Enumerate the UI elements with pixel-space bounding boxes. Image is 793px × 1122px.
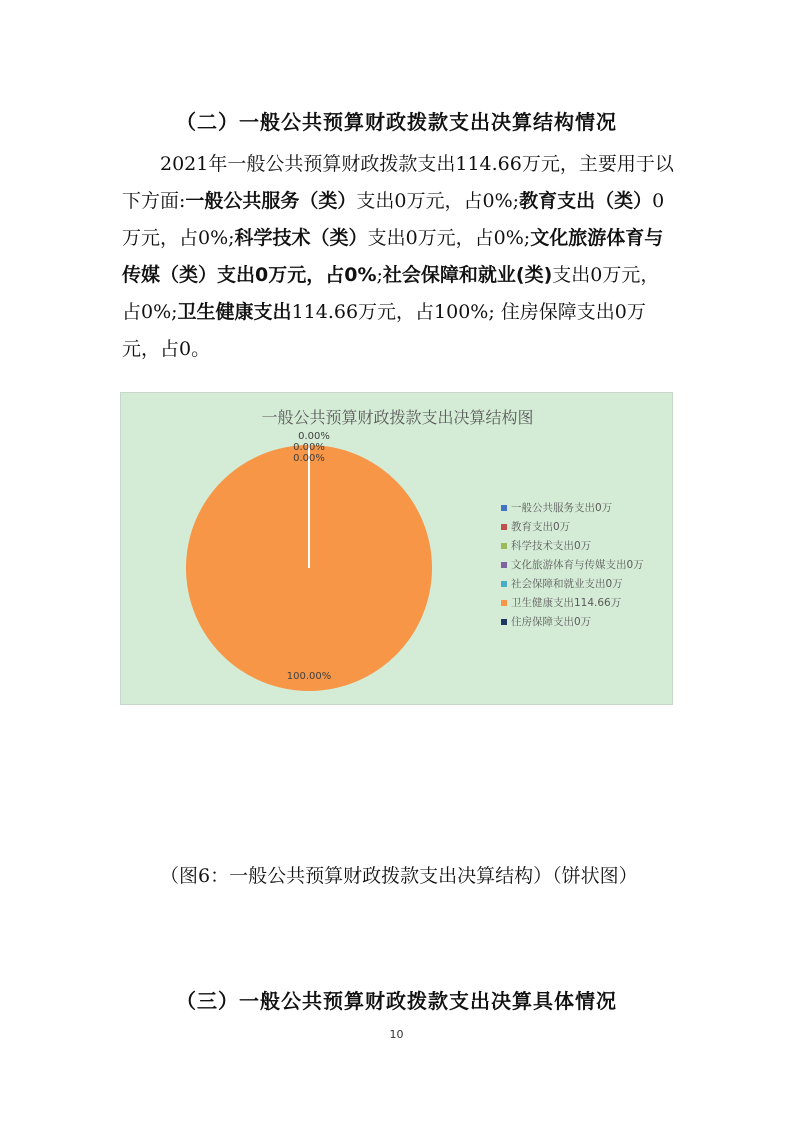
legend-label: 卫生健康支出114.66万: [511, 597, 622, 609]
legend-label: 文化旅游体育与传媒支出0万: [511, 559, 644, 571]
page-number: 10: [389, 1028, 404, 1041]
legend-item: [501, 537, 644, 556]
figure-caption: （图6：一般公共预算财政拨款支出决算结构）（饼状图）: [160, 865, 638, 887]
section-heading-3: （三）一般公共预算财政拨款支出决算具体情况: [176, 989, 617, 1013]
legend-swatch: [501, 600, 507, 606]
legend-swatch: [501, 581, 507, 587]
legend-swatch: [501, 562, 507, 568]
data-label: 0.00%: [293, 453, 325, 464]
data-label: 0.00%: [298, 431, 330, 442]
pie-chart: [120, 392, 673, 705]
legend-label: 社会保障和就业支出0万: [511, 578, 623, 590]
legend-item: [501, 556, 644, 575]
para-run: 一般公共服务（类）: [185, 190, 357, 212]
legend-label: 住房保障支出0万: [511, 616, 592, 628]
chart-title: 一般公共预算财政拨款支出决算结构图: [261, 408, 534, 427]
legend-label: 教育支出0万: [511, 521, 571, 533]
para-run: 支出0万元，占0%;: [122, 264, 660, 323]
chart-legend: [501, 499, 644, 632]
data-label: 0.00%: [293, 442, 325, 453]
para-run: 支出0万元，占0%;: [356, 190, 520, 212]
section-heading-2: （二）一般公共预算财政拨款支出决算结构情况: [176, 110, 617, 134]
para-run: ;: [376, 264, 383, 286]
legend-swatch: [501, 543, 507, 549]
legend-item: [501, 594, 644, 613]
para-run: 2021年一般公共预算财政拨款支出114.66万元，主要用于以下方面:: [122, 153, 674, 212]
legend-item: [501, 613, 644, 632]
legend-label: 科学技术支出0万: [511, 540, 592, 552]
legend-swatch: [501, 619, 507, 625]
para-run: 社会保障和就业(类): [382, 264, 553, 286]
legend-swatch: [501, 524, 507, 530]
data-label: 100.00%: [286, 671, 332, 682]
legend-item: [501, 499, 644, 518]
legend-swatch: [501, 505, 507, 511]
para-run: 文化旅游体育与传媒（类）支出0万元，占0%: [122, 227, 664, 286]
para-run: 教育支出（类）: [519, 190, 653, 212]
legend-label: 一般公共服务支出0万: [511, 502, 613, 514]
para-run: 卫生健康支出: [177, 301, 292, 323]
legend-item: [501, 518, 644, 537]
para-run: 0万元，占0%;: [122, 190, 665, 249]
body-paragraph: [122, 146, 674, 368]
para-run: 114.66万元，占100%; 住房保障支出0万元，占0。: [122, 301, 646, 360]
legend-item: [501, 575, 644, 594]
para-run: 支出0万元，占0%;: [367, 227, 531, 249]
para-run: 科学技术（类）: [234, 227, 368, 249]
